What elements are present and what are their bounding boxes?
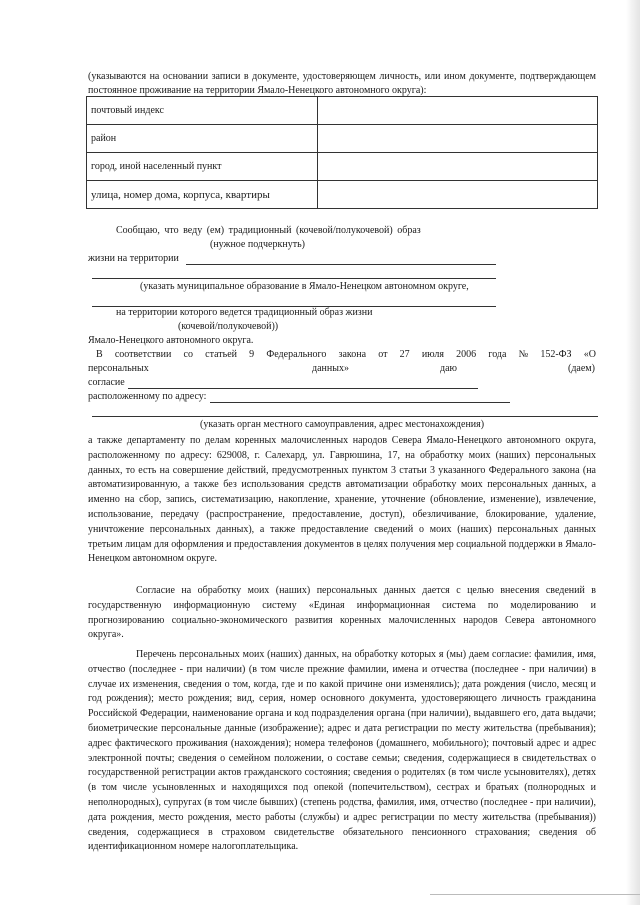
law-name-part: данных» [312, 363, 349, 374]
table-row [87, 181, 598, 209]
org-address-input-line-2[interactable] [92, 416, 598, 417]
territory-label: жизни на территории [88, 253, 179, 264]
law-word: закона [338, 349, 367, 360]
territory-hint: на территории которого ведется традиционный образ жизни [116, 307, 373, 318]
scan-bottom-edge [430, 894, 640, 895]
street-field[interactable] [318, 181, 598, 209]
law-word: от [378, 349, 388, 360]
consent-label: согласие [88, 377, 125, 388]
law-word: 9 [249, 349, 255, 360]
law-word: В [96, 349, 103, 360]
city-field[interactable] [318, 153, 598, 181]
law-word: со [183, 349, 193, 360]
lifestyle-hint-underline: (нужное подчеркнуть) [210, 239, 305, 250]
municipality-hint: (указать муниципальное образование в Ямало-Ненецком автономном округе, [140, 281, 469, 292]
law-word: статьей [205, 349, 237, 360]
law-word: июля [421, 349, 444, 360]
table-row [87, 97, 598, 125]
okrug-label: Ямало-Ненецкого автономного округа. [88, 335, 254, 346]
law-word: № [518, 349, 529, 360]
law-word: года [488, 349, 507, 360]
table-row [87, 125, 598, 153]
consent-input-line[interactable] [128, 388, 478, 389]
law-word: 27 [399, 349, 410, 360]
org-address-input-line[interactable] [210, 402, 510, 403]
postal-code-field[interactable] [318, 97, 598, 125]
header-note: (указываются на основании записи в документе, удостоверяющем личность, или ином документе, подтверждающем постоянное проживание на территории Ямало-Ненецкого автономного округа): [88, 71, 596, 96]
give-consent-plural: (даем) [568, 363, 595, 374]
territory-input-line[interactable] [186, 264, 496, 265]
nomadic-hint: (кочевой/полукочевой)) [178, 321, 279, 332]
law-word: 2006 [456, 349, 477, 360]
law-word: Федерального [266, 349, 327, 360]
consent-paragraph-3: Перечень персональных моих (наших) данных, на обработку которых я (мы) даем согласие: фамилия, имя, отчество (последнее - при наличии) (в том числе прежние фамилии, имена и отчества (последнее - при наличии) в случае их изменения, сведения о том, когда, где и по какой причине они изменялись); дата рождения (число, месяц и год рождения); место рождения; вид, серия, номер основного документа, удостоверяющего личность гражданина Российской Федерации, наименование органа и код подразделения органа (при наличии), выдавшего его, дата выдачи; биометрические персональные данные (изображение); адрес и дата регистрации по месту жительства (пребывания); адрес фактического проживания (нахождения); номера телефонов (домашнего, мобильного); почтовый адрес и адрес электронной почты; сведения о семейном положении, о составе семьи; сведения, содержащиеся в свидетельствах о государственной регистрации актов гражданского состояния; сведения о родителях (в том числе усыновителях), детях (в том числе усыновленных и находящихся под опекой (попечительством), сестрах и братьях (полнородных и неполнородных), супругах (в том числе бывших) (степень родства, фамилия, имя, отчество (последнее - при наличии), дата рождения, место рождения, место работы (службы) и адрес регистрации по месту жительства (пребывания)) сведения, содержащиеся в страховом свидетельстве обязательного пенсионного страхования; сведения об идентификационном номере налогоплательщика. [88, 649, 596, 853]
law-word: «О [583, 349, 596, 360]
district-field[interactable] [318, 125, 598, 153]
street-label: улица, номер дома, корпуса, квартиры [87, 181, 318, 209]
address-label: расположенному по адресу: [88, 391, 207, 402]
address-table [86, 96, 598, 209]
lifestyle-statement: Сообщаю, что веду (ем) традиционный (кочевой/полукочевой) образ [116, 225, 421, 236]
law-word: соответствии [114, 349, 172, 360]
give-consent-word: даю [440, 363, 457, 374]
consent-paragraph-2: Согласие на обработку моих (наших) персональных данных дается с целью внесения сведений в государственную информационную систему «Единая информационная система по моделированию и прогнозированию социально-экономического развития коренных малочисленных народов Севера автономного округа». [88, 585, 596, 641]
territory-input-line-2[interactable] [92, 278, 496, 279]
consent-paragraph-1: а также департаменту по делам коренных малочисленных народов Севера Ямало-Ненецкого автономного округа, расположенному по адресу: 629008, г. Салехард, ул. Гаврюшина, 17, на обработку моих (наших) персональных данных, то есть на совершение действий, предусмотренных пунктом 3 статьи 3 указанного Федерального закона (на автоматизированную, а также без использования средств автоматизации обработку моих персональных данных, а именно на сбор, запись, систематизацию, накопление, хранение, уточнение (обновление, изменение), извлечение, использование, передачу (распространение, предоставление, доступ), обезличивание, блокирование, удаление, уничтожение персональных данных), а также предоставление сведений о моих (наших) персональных данных третьим лицам для оформления и предоставления документов в целях получения мер социальной поддержки в Ямало-Ненецком автономном округе. [88, 435, 596, 565]
law-reference-line [96, 348, 596, 362]
table-row [87, 153, 598, 181]
postal-code-label: почтовый индекс [87, 97, 318, 125]
scan-edge-shadow [626, 0, 640, 905]
org-hint: (указать орган местного самоуправления, адрес местонахождения) [200, 419, 485, 430]
district-label: район [87, 125, 318, 153]
city-label: город, иной населенный пункт [87, 153, 318, 181]
law-name-part: персональных [88, 363, 149, 374]
law-word: 152-ФЗ [540, 349, 572, 360]
